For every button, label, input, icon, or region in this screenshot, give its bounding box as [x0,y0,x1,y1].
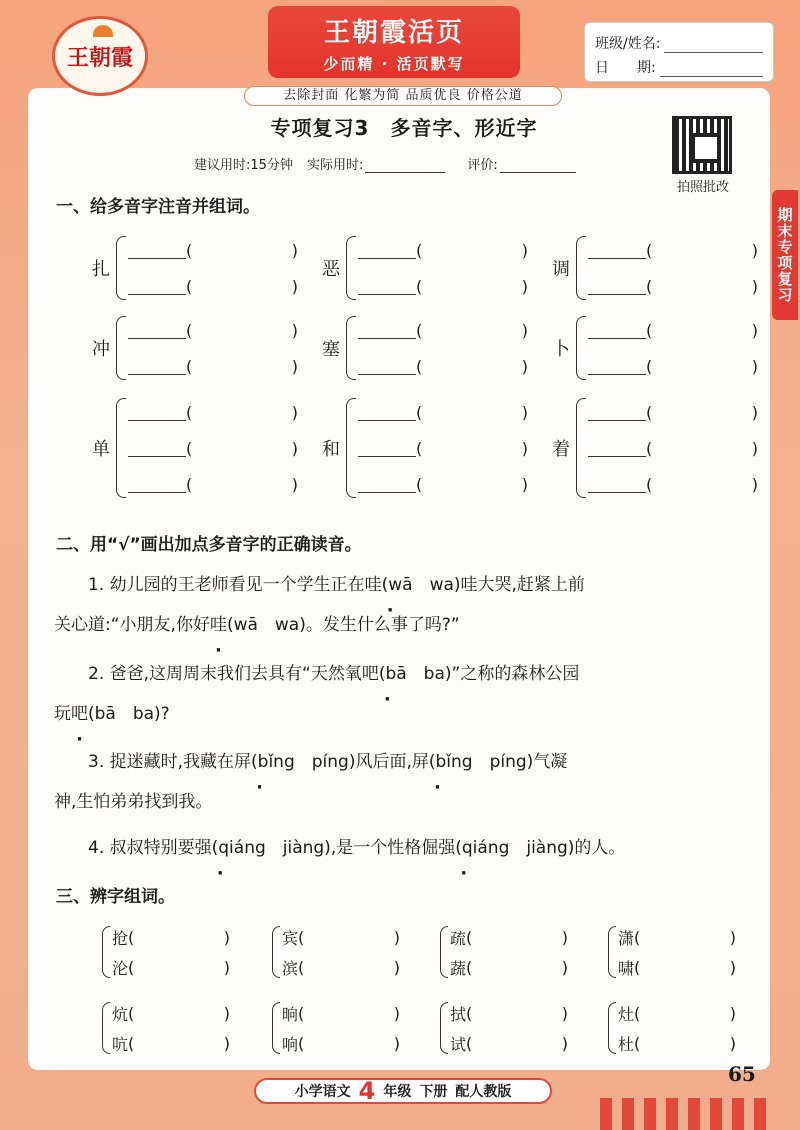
pinyin-blank[interactable] [186,241,298,260]
paren-open: ( [646,356,653,376]
q3-text-b[interactable]: (bǐng píng)风后面, [251,752,412,772]
actual-time-field[interactable] [365,159,445,173]
answer-row [576,312,758,348]
q4-text-b[interactable]: (qiáng jiàng),是一个性格倔 [211,838,439,858]
q3-dotted-char-2: 屏 [411,752,429,772]
polyphone-char: 着 [552,439,570,460]
paren-open: ( [298,1033,305,1053]
qr-code-icon[interactable] [672,116,732,174]
pair-row [282,1028,400,1058]
sun-icon [93,25,113,37]
pinyin-blank[interactable] [416,403,528,422]
word-blank[interactable] [634,1004,736,1023]
paren-close: ) [751,320,758,340]
polyphone-char: 冲 [92,339,110,360]
paren-close: ) [393,1033,401,1053]
brace [440,926,448,978]
polyphone-char: 调 [552,259,570,280]
paren-open: ( [646,276,653,296]
paren-open: ( [416,438,423,458]
word-blank[interactable] [128,1034,230,1053]
char-pair [102,922,230,982]
pair-row [282,922,400,952]
q4-dotted-char-1: 强 [194,838,212,858]
page-title: 专项复习3 多音字、形近字 [270,116,538,140]
question-2 [54,654,754,694]
word-blank[interactable] [358,277,416,295]
paren-open: ( [298,957,305,977]
q3-dotted-char-1: 屏 [234,752,252,772]
pair-row [282,952,400,982]
paren-close: ) [393,927,401,947]
paren-close: ) [393,957,401,977]
pinyin-blank[interactable] [416,277,528,296]
similar-char: 啸 [618,958,635,978]
answer-row [116,312,298,348]
brace [440,1002,448,1054]
answer-row [116,268,298,304]
paren-open: ( [634,957,641,977]
word-blank[interactable] [128,1004,230,1023]
date-label: 日 期: [595,60,656,76]
suggested-time: 建议用时:15分钟 [194,158,293,173]
similar-char: 杜 [618,1034,635,1054]
paren-close: ) [751,438,758,458]
polyphone-group [552,312,758,384]
paren-close: ) [521,402,528,422]
polyphone-group [322,394,528,502]
paren-close: ) [223,1033,231,1053]
word-blank[interactable] [358,321,416,339]
pair-row [450,952,568,982]
brand-banner [268,6,520,78]
paren-open: ( [128,1003,135,1023]
pair-row [618,952,736,982]
word-blank[interactable] [588,439,646,457]
brand-logo [52,16,148,96]
polyphone-group [92,394,298,502]
paren-close: ) [561,957,569,977]
answer-row [576,268,758,304]
answer-row [346,394,528,430]
word-blank[interactable] [128,439,186,457]
paren-close: ) [521,438,528,458]
pinyin-blank[interactable] [186,439,298,458]
paren-close: ) [223,957,231,977]
pinyin-blank[interactable] [646,241,758,260]
footer-edition: 配人教版 [455,1084,512,1100]
polyphone-char: 单 [92,439,110,460]
paren-open: ( [128,957,135,977]
paren-close: ) [521,320,528,340]
word-blank[interactable] [128,357,186,375]
decorative-stripes [600,1098,770,1130]
brace [608,926,616,978]
word-blank[interactable] [358,357,416,375]
brace [346,236,356,300]
paren-open: ( [298,927,305,947]
pinyin-blank[interactable] [416,321,528,340]
word-blank[interactable] [588,475,646,493]
student-info-box [584,22,774,82]
paren-close: ) [751,356,758,376]
answer-row [346,348,528,384]
paren-open: ( [186,320,193,340]
brace [272,1002,280,1054]
brace [116,316,126,380]
similar-char: 炕 [112,1004,129,1024]
pair-row [618,922,736,952]
q2-dotted-char-1: 吧 [361,664,379,684]
brace [608,1002,616,1054]
question-4 [54,828,754,868]
polyphone-group [322,312,528,384]
answer-row [116,232,298,268]
q1-text-a: 1. 幼儿园的王老师看见一个学生正在 [88,575,365,595]
similar-char: 抢 [112,928,129,948]
word-blank[interactable] [298,1034,400,1053]
word-blank[interactable] [466,1034,568,1053]
paren-close: ) [291,474,298,494]
polyphone-group [322,232,528,304]
brace [116,236,126,300]
answer-row [346,312,528,348]
pair-row [618,998,736,1028]
brand-subtitle: 少而精 · 活页默写 [323,55,465,73]
word-blank[interactable] [358,241,416,259]
char-pair [608,998,736,1058]
brace [346,316,356,380]
paren-open: ( [646,240,653,260]
paren-open: ( [186,402,193,422]
word-blank[interactable] [588,277,646,295]
q2-dotted-char-2: 吧 [71,704,88,724]
word-blank[interactable] [298,958,400,977]
word-blank[interactable] [634,958,736,977]
similar-char: 响 [282,1034,299,1054]
word-blank[interactable] [128,928,230,947]
pinyin-blank[interactable] [646,439,758,458]
pinyin-blank[interactable] [646,475,758,494]
section-3-heading: 三、辨字组词。 [56,887,175,907]
char-pair [608,922,736,982]
word-blank[interactable] [128,277,186,295]
paren-close: ) [291,356,298,376]
word-blank[interactable] [128,321,186,339]
word-blank[interactable] [466,958,568,977]
question-1 [54,565,754,605]
pinyin-blank[interactable] [186,277,298,296]
brace [102,1002,110,1054]
paren-close: ) [521,240,528,260]
section-1-heading: 一、给多音字注音并组词。 [56,197,260,217]
paren-close: ) [561,1033,569,1053]
q1-text-c: 关心道:“小朋友,你好 [54,615,210,635]
word-blank[interactable] [128,475,186,493]
pinyin-blank[interactable] [416,241,528,260]
word-blank[interactable] [298,1004,400,1023]
paren-close: ) [393,1003,401,1023]
paren-close: ) [291,276,298,296]
similar-char: 疏 [450,928,467,948]
paren-open: ( [186,356,193,376]
polyphone-group [552,232,758,304]
question-2-cont [54,694,754,734]
pinyin-blank[interactable] [646,403,758,422]
brace [102,926,110,978]
similar-char: 宾 [282,928,299,948]
class-name-label: 班级/姓名: [595,36,661,52]
q1-dotted-char-1: 哇 [364,575,382,595]
date-field[interactable] [660,63,763,77]
pinyin-blank[interactable] [646,277,758,296]
paren-open: ( [466,957,473,977]
brace [116,398,126,498]
paren-open: ( [416,320,423,340]
paren-open: ( [186,276,193,296]
pinyin-blank[interactable] [186,475,298,494]
class-name-field[interactable] [664,39,763,53]
paren-open: ( [416,402,423,422]
paren-close: ) [291,402,298,422]
q4-dotted-char-2: 强 [438,838,456,858]
word-blank[interactable] [588,241,646,259]
footer-grade-num: 4 [358,1077,376,1105]
qr-label: 拍照批改 [676,180,729,195]
word-blank[interactable] [588,357,646,375]
polyphone-char: 塞 [322,339,340,360]
pair-row [112,1028,230,1058]
similar-char: 拭 [450,1004,467,1024]
word-blank[interactable] [128,403,186,421]
q1-text-d[interactable]: (wā wa)。发生什么事了吗?” [226,615,460,635]
answer-row [346,466,528,502]
similar-char: 试 [450,1034,467,1054]
actual-time-label: 实际用时: [306,158,364,173]
brace [576,398,586,498]
pinyin-blank[interactable] [186,403,298,422]
answer-row [576,466,758,502]
paren-open: ( [186,240,193,260]
pair-row [450,922,568,952]
brace [576,236,586,300]
char-pair [272,998,400,1058]
footer-term: 下册 [419,1084,448,1100]
paren-close: ) [751,474,758,494]
pinyin-blank[interactable] [186,321,298,340]
brace [346,398,356,498]
paren-close: ) [521,356,528,376]
paren-close: ) [291,438,298,458]
pair-row [618,1028,736,1058]
pair-row [450,1028,568,1058]
pinyin-blank[interactable] [646,321,758,340]
answer-row [346,430,528,466]
q2-text-d[interactable]: (bā ba)? [88,704,170,724]
word-blank[interactable] [634,1034,736,1053]
q4-text-c[interactable]: (qiáng jiàng)的人。 [455,838,626,858]
word-blank[interactable] [634,928,736,947]
word-blank[interactable] [358,403,416,421]
section-2-heading: 二、用“√”画出加点多音字的正确读音。 [56,535,362,555]
paren-close: ) [729,1003,737,1023]
answer-row [576,430,758,466]
word-blank[interactable] [588,403,646,421]
side-tab: 期末专项复习 [772,190,798,320]
paren-close: ) [729,1033,737,1053]
paren-open: ( [186,438,193,458]
paren-open: ( [298,1003,305,1023]
paren-open: ( [466,927,473,947]
paren-open: ( [646,320,653,340]
similar-char: 吭 [112,1034,129,1054]
paren-close: ) [291,320,298,340]
paren-close: ) [291,240,298,260]
paren-open: ( [646,402,653,422]
word-blank[interactable] [588,321,646,339]
pinyin-blank[interactable] [646,357,758,376]
q2-text-a: 2. 爸爸,这周周末我们去具有“天然氧 [88,664,362,684]
q1-dotted-char-2: 哇 [209,615,227,635]
evaluation-field[interactable] [500,159,576,173]
paren-open: ( [466,1033,473,1053]
char-pair [440,922,568,982]
q4-text-a: 4. 叔叔特别要 [88,838,195,858]
answer-row [116,430,298,466]
paren-open: ( [416,240,423,260]
paren-open: ( [128,1033,135,1053]
answer-row [346,268,528,304]
paren-close: ) [729,957,737,977]
pair-row [112,922,230,952]
similar-char: 晌 [282,1004,299,1024]
q1-text-b[interactable]: (wā wa)哇大哭,赶紧上前 [381,575,585,595]
polyphone-group [92,312,298,384]
similar-char: 滨 [282,958,299,978]
polyphone-group [92,232,298,304]
pinyin-blank[interactable] [416,475,528,494]
paren-open: ( [634,1033,641,1053]
question-1-cont [54,605,754,645]
paren-close: ) [751,276,758,296]
paren-close: ) [521,474,528,494]
paren-close: ) [223,927,231,947]
answer-row [576,348,758,384]
question-3-cont: 神,生怕弟弟找到我。 [54,792,213,812]
paren-close: ) [729,927,737,947]
pinyin-blank[interactable] [186,357,298,376]
paren-open: ( [416,356,423,376]
brace [272,926,280,978]
pair-row [450,998,568,1028]
paren-open: ( [186,474,193,494]
word-blank[interactable] [128,241,186,259]
paren-close: ) [521,276,528,296]
polyphone-group [552,394,758,502]
paren-open: ( [646,438,653,458]
word-blank[interactable] [298,928,400,947]
footer-grade: 年级 [383,1084,412,1100]
word-blank[interactable] [358,439,416,457]
brand-title: 王朝霞活页 [323,18,464,48]
char-pair [440,998,568,1058]
paren-open: ( [416,276,423,296]
paren-close: ) [223,1003,231,1023]
q2-text-b[interactable]: (bā ba)”之称的森林公园 [378,664,580,684]
paren-close: ) [751,402,758,422]
evaluation-label: 评价: [467,158,498,173]
paren-open: ( [416,474,423,494]
question-3 [54,742,754,782]
paren-open: ( [634,927,641,947]
similar-char: 灶 [618,1004,635,1024]
char-pair [102,998,230,1058]
paren-close: ) [561,1003,569,1023]
footer-subject: 小学语文 [294,1084,351,1100]
answer-row [116,348,298,384]
q3-text-c[interactable]: (bǐng píng)气凝 [428,752,568,772]
paren-close: ) [561,927,569,947]
pinyin-blank[interactable] [416,357,528,376]
word-blank[interactable] [466,928,568,947]
word-blank[interactable] [358,475,416,493]
answer-row [576,232,758,268]
answer-row [346,232,528,268]
char-pair [272,922,400,982]
answer-row [576,394,758,430]
word-blank[interactable] [128,958,230,977]
paren-close: ) [751,240,758,260]
polyphone-char: 恶 [322,259,340,280]
pinyin-blank[interactable] [416,439,528,458]
paren-open: ( [634,1003,641,1023]
footer-banner [254,1078,552,1104]
paren-open: ( [646,474,653,494]
slogan: 去除封面 化繁为简 品质优良 价格公道 [244,86,562,106]
polyphone-char: 扎 [92,259,110,280]
answer-row [116,466,298,502]
word-blank[interactable] [466,1004,568,1023]
polyphone-char: 和 [322,439,340,460]
polyphone-char: 卜 [552,339,570,360]
paren-open: ( [128,927,135,947]
pair-row [282,998,400,1028]
q3-text-a: 3. 捉迷藏时,我藏在 [88,752,235,772]
q2-text-c: 玩 [54,704,71,724]
time-meta [194,154,576,173]
similar-char: 沦 [112,958,129,978]
paren-open: ( [466,1003,473,1023]
answer-row [116,394,298,430]
page-number: 65 [728,1062,756,1086]
logo-text: 王朝霞 [66,44,133,71]
pair-row [112,998,230,1028]
pair-row [112,952,230,982]
similar-char: 蔬 [450,958,467,978]
similar-char: 潇 [618,928,635,948]
brace [576,316,586,380]
